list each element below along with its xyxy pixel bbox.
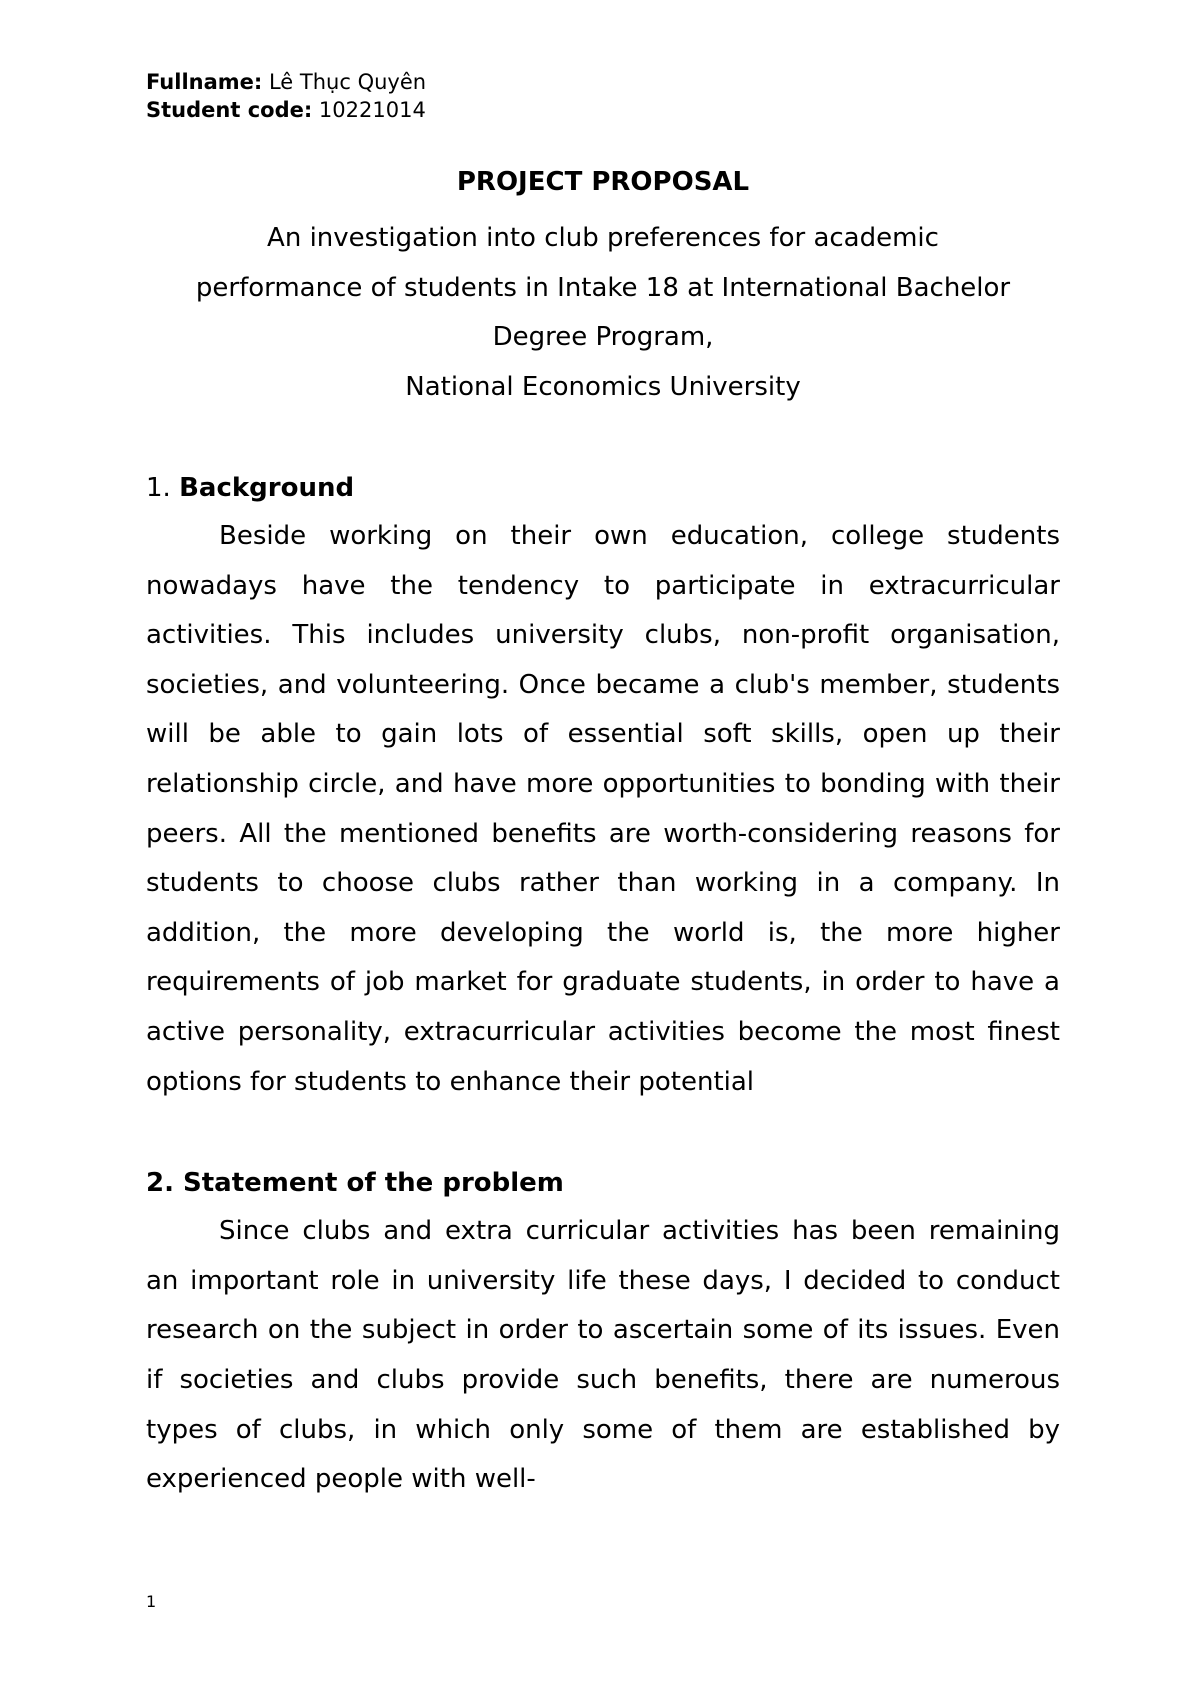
section-number: 1. [146,473,180,503]
section-heading-background [146,470,1060,506]
fullname-label: Fullname: [146,70,263,94]
section-title: Background [179,473,355,503]
section-number: 2. [146,1168,184,1199]
subtitle-line-3: Degree Program, [492,322,714,352]
section-title: Statement of the problem [183,1168,564,1199]
section-body-background: Beside working on their own education, college students nowadays have the tendency to participate in extracurricular activities. This includes university clubs, non-profit organisation, societies, and volunteering. Once became a club's member, students will be able to gain lots of essential soft skills, open up their relationship circle, and have more opportunities to bonding with their peers. All the mentioned benefits are worth-considering reasons for students to choose clubs rather than working in a company. In addition, the more developing the world is, the more higher requirements of job market for graduate students, in order to have a active personality, extracurricular activities become the most finest options for students to enhance their potential [146,521,1060,1097]
fullname-value: Lê Thục Quyên [262,70,427,94]
section-body-problem: Since clubs and extra curricular activities has been remaining an important role in university life these days, I decided to conduct research on the subject in order to ascertain some of its issues. Even if societies and clubs provide such benefits, there are numerous types of clubs, in which only some of them are established by experienced people with well- [146,1216,1060,1495]
fullname-line [146,68,1060,96]
section-heading-problem [146,1165,1060,1201]
title-block [146,164,1060,412]
student-code-line [146,96,1060,124]
subtitle-line-2: performance of students in Intake 18 at International Bachelor [195,272,1011,303]
document-page [146,68,1060,1505]
subtitle-line-4: National Economics University [405,371,801,402]
page-number: 1 [146,1592,157,1611]
subtitle-line-1: An investigation into club preferences for academic [267,223,939,253]
document-title: PROJECT PROPOSAL [456,167,750,197]
student-code-value: 10221014 [312,98,426,122]
student-code-label: Student code: [146,98,313,122]
